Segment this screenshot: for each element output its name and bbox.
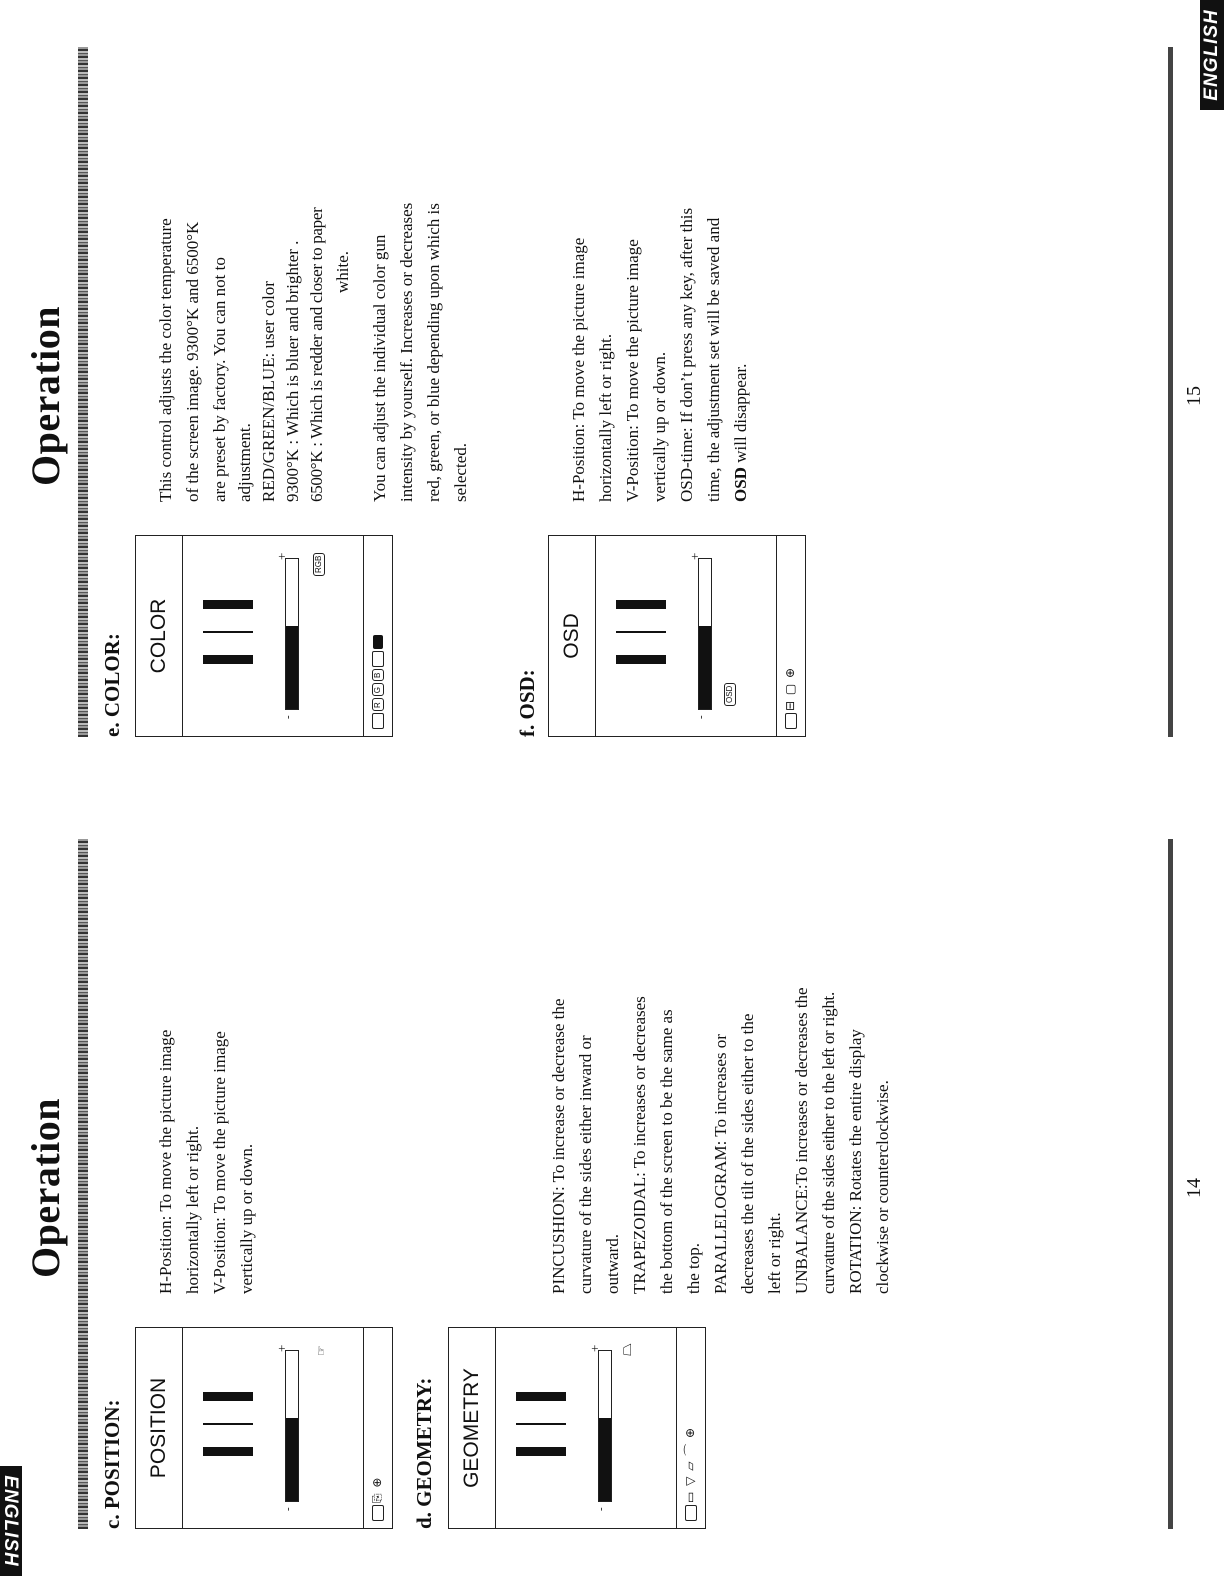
description-line: vertically up or down. xyxy=(237,1143,256,1294)
description-line: ROTATION: Rotates the entire display xyxy=(846,1029,865,1294)
osd-title: POSITION xyxy=(136,1328,183,1528)
description-fragment: will disappear. xyxy=(731,363,750,468)
description-line: curvature of the sides either inward or xyxy=(576,1035,595,1294)
section-heading-position: c. POSITION: xyxy=(100,1399,124,1529)
osd-screenshot-geometry xyxy=(448,1327,706,1529)
slider-plus-label: + xyxy=(274,1344,289,1352)
description-line: H-Position: To move the picture image xyxy=(156,1029,175,1294)
page-number: 15 xyxy=(1183,386,1205,406)
hand-icon: ☞ xyxy=(314,1345,328,1356)
osd-footer xyxy=(676,1328,705,1528)
description-line: are preset by factory. You can not to xyxy=(210,257,229,502)
description-line: vertically up or down. xyxy=(650,351,669,502)
description-line: RED/GREEN/BLUE: user color xyxy=(259,281,278,502)
slider-minus-label: - xyxy=(595,1507,607,1511)
slider-minus-label: - xyxy=(282,1507,294,1511)
description-line: red, green, or blue depending upon which is xyxy=(424,203,443,502)
geometry-menu-icons: ▭ ▽ ▱ ⌒ ⊕ xyxy=(683,1427,698,1521)
red-icon: R xyxy=(372,698,384,711)
rgb-badge: RGB xyxy=(313,553,325,576)
description-line: outward. xyxy=(603,1234,622,1294)
description-line: TRAPEZOIDAL: To increases or decreases xyxy=(630,996,649,1294)
osd-badge: OSD xyxy=(724,683,736,706)
color-select-icons xyxy=(370,633,385,729)
description-line: clockwise or counterclockwise. xyxy=(873,1080,892,1294)
osd-footer xyxy=(363,1328,392,1528)
description-line: 9300°K : Which is bluer and brighter . xyxy=(283,240,302,502)
description-line: PINCUSHION: To increase or decrease the xyxy=(549,998,568,1294)
osd-title: GEOMETRY xyxy=(449,1328,496,1528)
osd-menu-icons: ⎘ ⊕ xyxy=(370,1477,385,1521)
adjust-slider xyxy=(698,558,712,710)
description-line: V-Position: To move the picture image xyxy=(623,239,642,502)
language-tab: ENGLISH xyxy=(1200,0,1224,110)
language-tab: ENGLISH xyxy=(0,1466,22,1576)
osd-title: COLOR xyxy=(136,536,183,736)
osd-title: OSD xyxy=(549,536,596,736)
osd-body xyxy=(183,1328,363,1528)
slider-plus-label: + xyxy=(274,552,289,560)
description-line: selected. xyxy=(451,443,470,502)
description-line: adjustment. xyxy=(235,423,254,502)
osd-body xyxy=(596,536,776,736)
osd-screenshot-osd xyxy=(548,535,806,737)
header-rule xyxy=(78,839,88,1529)
description-line: horizontally left or right. xyxy=(596,333,615,502)
osd-footer xyxy=(363,536,392,736)
slider-plus-label: + xyxy=(687,552,702,560)
slider-minus-label: - xyxy=(282,715,294,719)
test-pattern-icon xyxy=(203,600,253,664)
adjust-slider xyxy=(598,1350,612,1502)
trapezoid-icon: ⏢ xyxy=(616,1343,635,1356)
description-line: time, the adjustment set will be saved and xyxy=(704,217,723,502)
osd-keyword: OSD xyxy=(731,467,750,502)
adjust-slider xyxy=(285,558,299,710)
section-heading-geometry: d. GEOMETRY: xyxy=(412,1377,436,1529)
description-line: left or right. xyxy=(765,1212,784,1294)
adjust-slider xyxy=(285,1350,299,1502)
green-icon: G xyxy=(372,683,384,696)
osd-screenshot-color xyxy=(135,535,393,737)
color-description xyxy=(152,42,474,502)
osd-description xyxy=(565,42,754,502)
geometry-description xyxy=(545,834,896,1294)
description-line: This control adjusts the color temperature xyxy=(156,218,175,502)
section-heading-osd: f. OSD: xyxy=(515,669,539,737)
osd-screenshot-position xyxy=(135,1327,393,1529)
description-line: curvature of the sides either to the left or right. xyxy=(819,992,838,1294)
description-line xyxy=(727,42,754,502)
page-number: 14 xyxy=(1183,1178,1205,1198)
description-line: H-Position: To move the picture image xyxy=(569,237,588,502)
description-line: horizontally left or right. xyxy=(183,1125,202,1294)
test-pattern-icon xyxy=(203,1392,253,1456)
slider-minus-label: - xyxy=(695,715,707,719)
slider-plus-label: + xyxy=(587,1344,602,1352)
section-heading-color: e. COLOR: xyxy=(100,633,124,737)
description-line: white. xyxy=(333,250,352,294)
description-line: 6500°K : Which is redder and closer to paper xyxy=(307,207,326,502)
description-line: You can adjust the individual color gun xyxy=(370,234,389,502)
position-description xyxy=(152,834,260,1294)
footer-rule xyxy=(1168,47,1173,737)
description-line: decreases the tilt of the sides either to the xyxy=(738,1013,757,1294)
description-line: UNBALANCE:To increases or decreases the xyxy=(792,987,811,1294)
description-line: the bottom of the screen to be the same as xyxy=(657,1009,676,1294)
osd-footer xyxy=(776,536,805,736)
page-left xyxy=(0,792,1224,1584)
test-pattern-icon xyxy=(516,1392,566,1456)
osd-body xyxy=(183,536,363,736)
header-rule xyxy=(78,47,88,737)
blue-icon: B xyxy=(372,669,384,681)
description-line: of the screen image. 9300°K and 6500°K xyxy=(183,221,202,502)
footer-rule xyxy=(1168,839,1173,1529)
osd-menu-icons: ⊟ ▢ ⊕ xyxy=(783,667,798,729)
description-line: OSD-time: If don’t press any key, after this xyxy=(677,207,696,502)
page-header-title: Operation xyxy=(23,1097,68,1279)
description-line: intensity by yourself. Increases or decreases xyxy=(397,202,416,502)
description-line: PARALLELOGRAM: To increases or xyxy=(711,1034,730,1294)
description-line: the top. xyxy=(684,1243,703,1294)
description-line: V-Position: To move the picture image xyxy=(210,1031,229,1294)
page-header-title: Operation xyxy=(23,305,68,487)
osd-body xyxy=(496,1328,676,1528)
test-pattern-icon xyxy=(616,600,666,664)
